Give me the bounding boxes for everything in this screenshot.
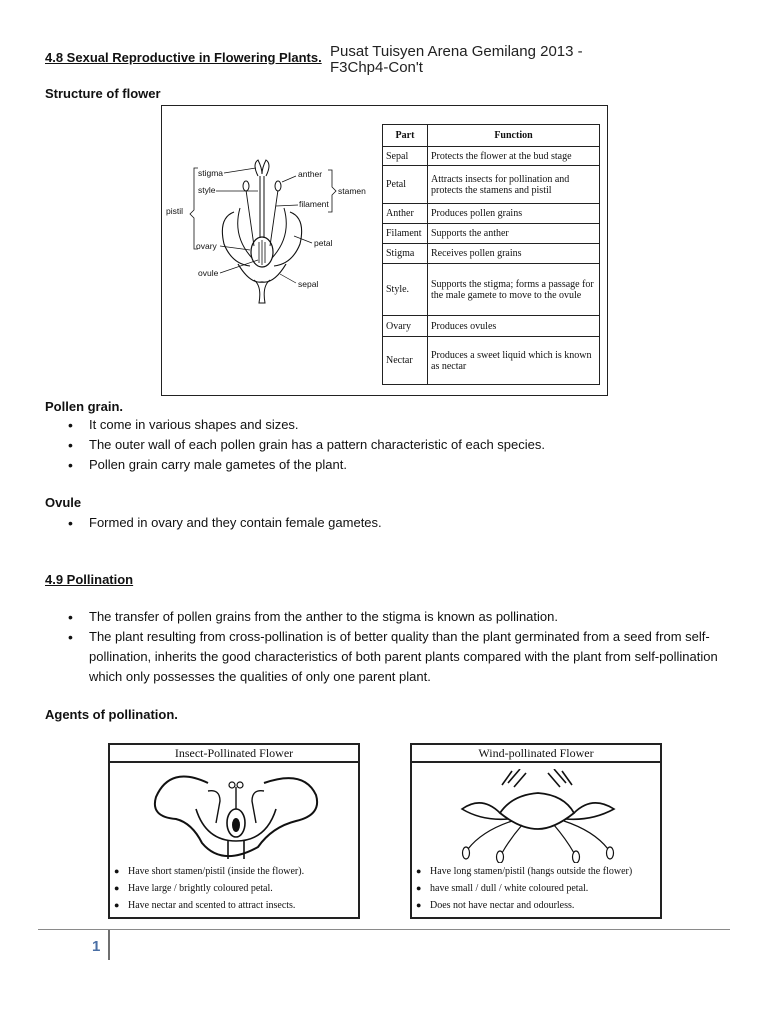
tuition-header-line1: Pusat Tuisyen Arena Gemilang 2013 - xyxy=(330,43,583,60)
structure-heading: Structure of flower xyxy=(45,86,161,101)
list-item: • Pollen grain carry male gametes of the plant. xyxy=(45,455,735,475)
table-header-part: Part xyxy=(383,125,428,147)
section-title-4-8: 4.8 Sexual Reproductive in Flowering Plants. xyxy=(45,50,322,65)
table-cell-part: Filament xyxy=(383,224,428,244)
table-cell-function: Protects the flower at the bud stage xyxy=(428,147,600,166)
footer-rule xyxy=(38,929,730,930)
table-cell-part: Stigma xyxy=(383,244,428,264)
page-number: 1 xyxy=(92,938,101,955)
table-cell-part: Sepal xyxy=(383,147,428,166)
flower-diagram xyxy=(162,146,374,306)
insect-pollinated-box xyxy=(108,743,360,919)
label-anther: anther xyxy=(298,169,323,179)
list-item: ● Does not have nectar and odourless. xyxy=(416,897,632,914)
function-table-header xyxy=(383,125,600,147)
list-item: • The plant resulting from cross-pollination is of better quality than the plant germinated from a seed from self-pollination, inherits the good characteristics of both parent plants compared with the plant from self-pollination which only possesses the qualities of only one parent plant. xyxy=(45,627,735,687)
table-cell-part: Ovary xyxy=(383,316,428,337)
table-cell-function: Supports the anther xyxy=(428,224,600,244)
table-cell-part: Nectar xyxy=(383,337,428,385)
list-item: ● Have nectar and scented to attract insects. xyxy=(114,897,304,914)
table-cell-function: Produces pollen grains xyxy=(428,204,600,224)
agents-heading: Agents of pollination. xyxy=(45,707,178,722)
pollen-heading: Pollen grain. xyxy=(45,399,124,414)
wind-pollinated-title: Wind-pollinated Flower xyxy=(412,745,660,763)
ovule-heading: Ovule xyxy=(45,495,82,510)
petal-shape-right xyxy=(274,212,302,266)
stigma-shape xyxy=(255,160,269,176)
table-row xyxy=(383,264,600,316)
table-row xyxy=(383,316,600,337)
tuition-header xyxy=(330,44,583,76)
table-cell-function: Produces a sweet liquid which is known as nectar xyxy=(428,337,600,385)
flower-structure-figure xyxy=(161,105,608,396)
insect-pollinated-list xyxy=(114,863,304,914)
table-cell-part: Style. xyxy=(383,264,428,316)
insect-flower-illustration xyxy=(146,771,326,859)
anther-shape-right xyxy=(275,181,281,191)
pollination-list xyxy=(45,607,735,687)
table-row xyxy=(383,337,600,385)
petal-shape-left xyxy=(222,212,250,266)
table-row xyxy=(383,204,600,224)
label-pistil: pistil xyxy=(166,206,184,216)
table-cell-function: Supports the stigma; forms a passage for the male gamete to move to the ovule xyxy=(428,264,600,316)
list-item: ● Have long stamen/pistil (hangs outside the flower) xyxy=(416,863,632,880)
list-item: ● have small / dull / white coloured petal. xyxy=(416,880,632,897)
label-sepal: sepal xyxy=(298,279,319,289)
label-stigma: stigma xyxy=(198,168,224,178)
list-item: • Formed in ovary and they contain female gametes. xyxy=(45,513,735,533)
table-row xyxy=(383,244,600,264)
list-item: • The transfer of pollen grains from the anther to the stigma is known as pollination. xyxy=(45,607,735,627)
label-ovule: ovule xyxy=(198,268,219,278)
label-ovary: ovary xyxy=(196,241,217,251)
list-item: • It come in various shapes and sizes. xyxy=(45,415,735,435)
table-cell-part: Petal xyxy=(383,166,428,204)
label-filament: filament xyxy=(299,199,329,209)
insect-pollinated-title: Insect-Pollinated Flower xyxy=(110,745,358,763)
anther-shape-left xyxy=(243,181,249,191)
ovule-list xyxy=(45,513,735,533)
table-row xyxy=(383,166,600,204)
table-header-function: Function xyxy=(428,125,600,147)
label-stamen: stamen xyxy=(338,186,366,196)
table-cell-function: Receives pollen grains xyxy=(428,244,600,264)
table-row xyxy=(383,224,600,244)
tuition-header-line2: F3Chp4-Con't xyxy=(330,59,423,76)
table-cell-function: Attracts insects for pollination and protects the stamens and pistil xyxy=(428,166,600,204)
list-item: ● Have short stamen/pistil (inside the flower). xyxy=(114,863,304,880)
table-cell-part: Anther xyxy=(383,204,428,224)
wind-pollinated-list xyxy=(416,863,632,914)
wind-flower-illustration xyxy=(442,769,632,863)
label-petal: petal xyxy=(314,238,333,248)
wind-pollinated-box xyxy=(410,743,662,919)
list-item: • The outer wall of each pollen grain has a pattern characteristic of each species. xyxy=(45,435,735,455)
label-style: style xyxy=(198,185,216,195)
pollen-list xyxy=(45,415,735,475)
footer-divider xyxy=(108,930,110,960)
function-table xyxy=(382,124,600,385)
section-title-4-9: 4.9 Pollination xyxy=(45,572,134,587)
table-row xyxy=(383,147,600,166)
table-cell-function: Produces ovules xyxy=(428,316,600,337)
list-item: ● Have large / brightly coloured petal. xyxy=(114,880,304,897)
